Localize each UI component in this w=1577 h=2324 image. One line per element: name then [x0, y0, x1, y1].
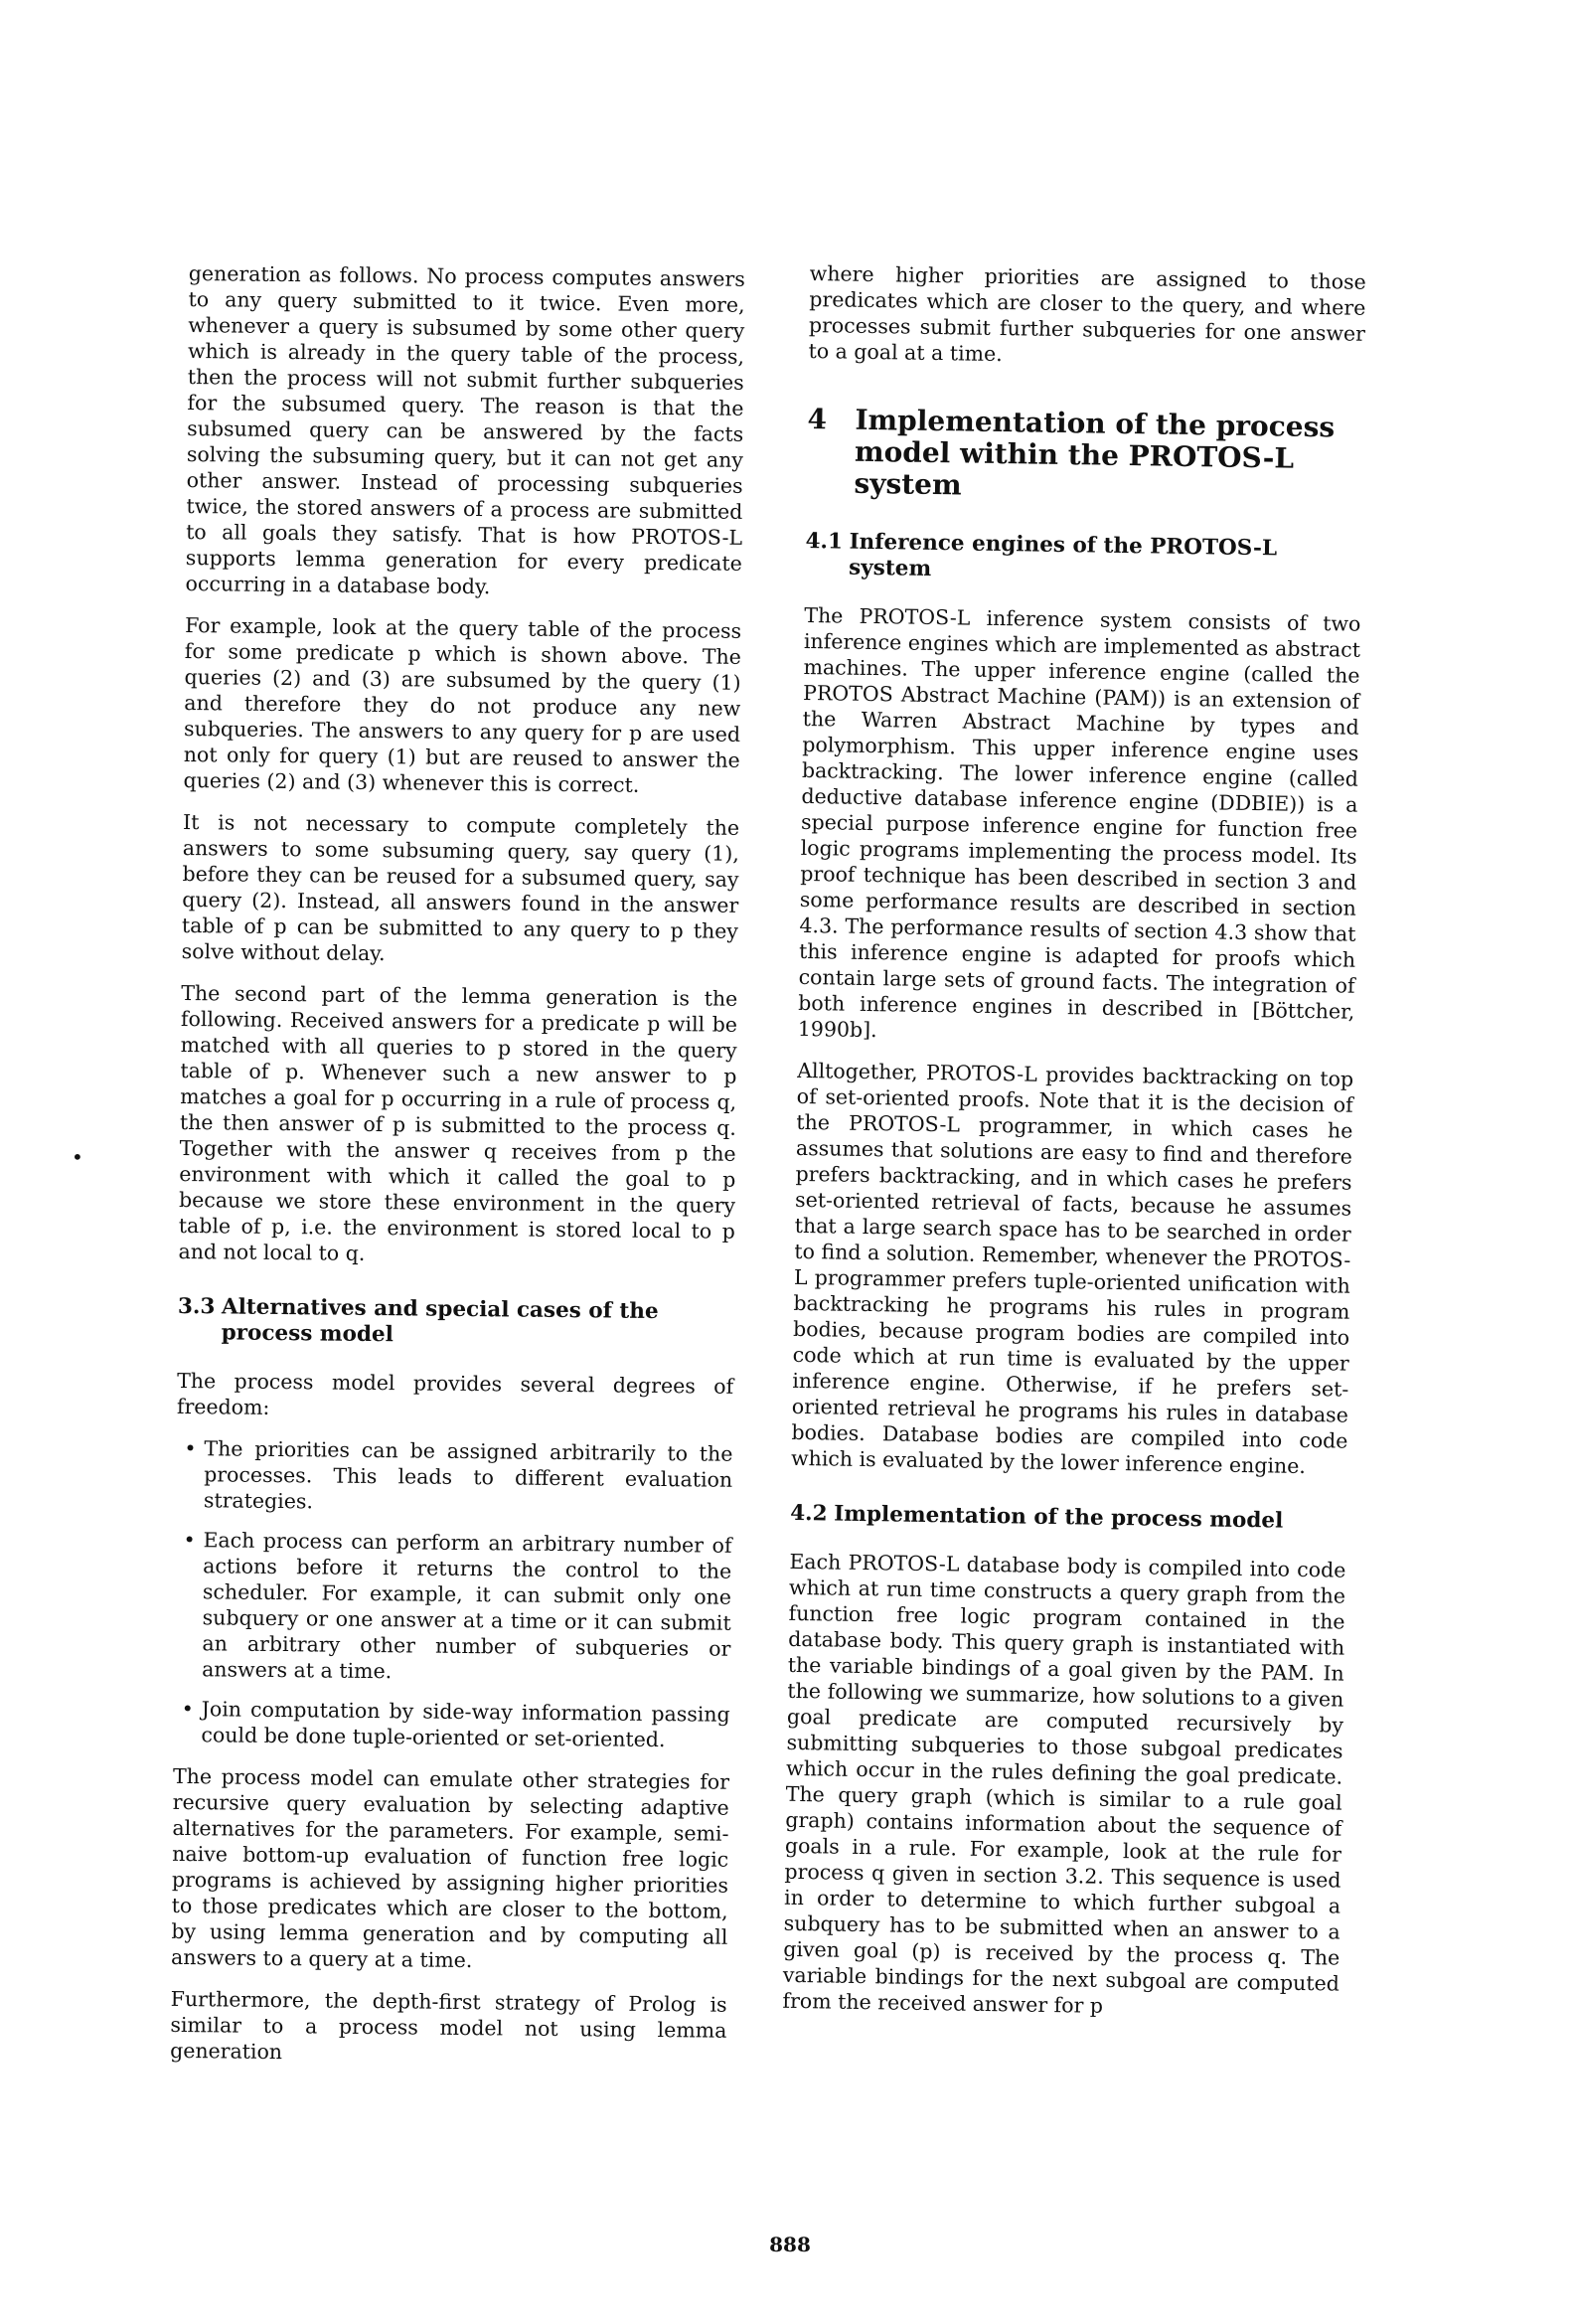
section-number: 3.3 — [177, 1293, 216, 1320]
left-paragraph-2: For example, look at the query table of the process for some predicate p which is shown above. The queries (2) and (3) are subsumed by the query (1) and therefore they do not produce any new subqueries. The answers to any query for p are used not only for query (1) but are reused to answer the queries (2) and (3) whenever this is correct. — [183, 612, 742, 797]
section-title: Inference engines of the PROTOS-L system — [848, 529, 1278, 581]
page-number: 888 — [769, 2233, 811, 2256]
section-4-heading — [806, 404, 1363, 508]
left-paragraph-4: The second part of the lemma generation is the following. Received answers for a predicate p will be matched with all queries to p stored in the query table of p. Whenever such a new answer to p matches a goal for p occurring in a rule of process q, the then answer of p is submitted to the process q. Together with the answer q receives from p the environment with which it called the goal to p because we store these environment in the query table of p, i.e. the environment is stored local to p and not local to q. — [178, 980, 738, 1265]
list-item — [184, 1435, 733, 1519]
right-paragraph-2: The PROTOS-L inference system consists of two inference engines which are implemented as abstract machines. The upper inference engine (called the PROTOS Abstract Machine (PAM)) is an extension of the Warren Abstract Machine by types and polymorphism. This upper inference engine uses backtracking. The lower inference engine (called deductive database inference engine (DDBIE)) is a special purpose inference engine for function free logic programs implementing the process model. Its proof technique has been described in section 3 and some performance results are described in section 4.3. The performance results of section 4.3 show that this inference engine is adapted for proofs which contain large sets of ground facts. The integration of both inference engines in described in [Böttcher, 1990b]. — [797, 602, 1361, 1043]
margin-dot: • — [72, 1145, 83, 1169]
bullet-icon: • — [181, 1697, 194, 1722]
section-number: 4.2 — [790, 1500, 828, 1527]
section-4-2-heading — [790, 1501, 1346, 1536]
section-title: Alternatives and special cases of the process model — [221, 1294, 659, 1348]
bullet-icon: • — [183, 1528, 196, 1553]
left-paragraph-6: The process model can emulate other strategies for recursive query evaluation by selecting adaptive alternatives for the parameters. For example, semi-naive bottom-up evaluation of function free logic programs is achieved by assigning higher priorities to those predicates which are closer to the bottom, by using lemma generation and by computing all answers to a query at a time. — [170, 1763, 730, 1973]
left-paragraph-3: It is not necessary to compute completely the answers to some subsuming query, say query (1), before they can be reused for a subsumed query, say query (2). Instead, all answers found in the answer table of p can be submitted to any query to p they solve without delay. — [181, 809, 740, 966]
left-paragraph-5: The process model provides several degrees of freedom: — [176, 1368, 734, 1419]
section-number: 4.1 — [805, 528, 844, 555]
list-item-text: Join computation by side-way information passing could be done tuple-oriented or set-oriented. — [201, 1697, 730, 1752]
section-title: Implementation of the process model within the PROTOS-L system — [854, 403, 1336, 502]
right-paragraph-3: Alltogether, PROTOS-L provides backtracking on top of set-oriented proofs. Note that it is the decision of the PROTOS-L programmer, in which cases he assumes that solutions are easy to find and therefore prefers backtracking, and in which cases he prefers set-oriented retrieval of facts, because he assumes that a large search space has to be searched in order to find a solution. Remember, whenever the PROTOS-L programmer prefers tuple-oriented unification with backtracking he programs his rules in program bodies, because program bodies are compiled into code which at run time is evaluated by the upper inference engine. Otherwise, if he prefers set-oriented retrieval he programs his rules in database bodies. Database bodies are compiled into code which is evaluated by the lower inference engine. — [790, 1058, 1354, 1478]
left-column — [170, 260, 745, 2085]
section-number: 4 — [807, 402, 828, 436]
list-item-text: The priorities can be assigned arbitrarily to the processes. This leads to different evaluation strategies. — [203, 1436, 733, 1514]
section-title: Implementation of the process model — [833, 1501, 1284, 1534]
list-item — [183, 1527, 732, 1688]
right-paragraph-1: where higher priorities are assigned to those predicates which are closer to the query, and where processes submit further subqueries for one answer to a goal at a time. — [808, 260, 1366, 367]
list-item-text: Each process can perform an arbitrary number of actions before it returns the control to the scheduler. For example, it can submit only one subquery or one answer at a time or it can submit an arbitrary other number of subqueries or answers at a time. — [202, 1528, 732, 1684]
bullet-icon: • — [184, 1436, 197, 1461]
section-4-1-heading — [805, 529, 1362, 589]
section-3-3-heading — [178, 1294, 735, 1352]
right-column — [782, 260, 1366, 2039]
left-paragraph-1: generation as follows. No process computes answers to any query submitted to it twice. Even more, whenever a query is subsumed by some other query which is already in the query table of the process, then the process will not submit further subqueries for the subsumed query. The reason is that the subsumed query can be answered by the facts solving the subsuming query, but it can not get any other answer. Instead of processing subqueries twice, the stored answers of a process are submitted to all goals they satisfy. That is how PROTOS-L supports lemma generation for every predicate occurring in a database body. — [185, 260, 745, 599]
degrees-of-freedom-list — [173, 1435, 732, 1753]
right-paragraph-4: Each PROTOS-L database body is compiled into code which at run time constructs a query graph from the function free logic program contained in the database body. This query graph is instantiated with the variable bindings of a goal given by the PAM. In the following we summarize, how solutions to a given goal predicate are computed recursively by submitting subqueries to those subgoal predicates which occur in the rules defining the goal predicate. The query graph (which is similar to a rule goal graph) contains information about the sequence of goals in a rule. For example, look at the rule for process q given in section 3.2. This sequence is used in order to determine to which further subgoal a subquery has to be submitted when an answer to a given goal (p) is received by the process q. The variable bindings for the next subgoal are computed from the received answer for p — [782, 1549, 1346, 2018]
left-paragraph-7: Furthermore, the depth-first strategy of Prolog is similar to a process model not using lemma generation — [170, 1986, 727, 2065]
list-item — [181, 1696, 730, 1753]
